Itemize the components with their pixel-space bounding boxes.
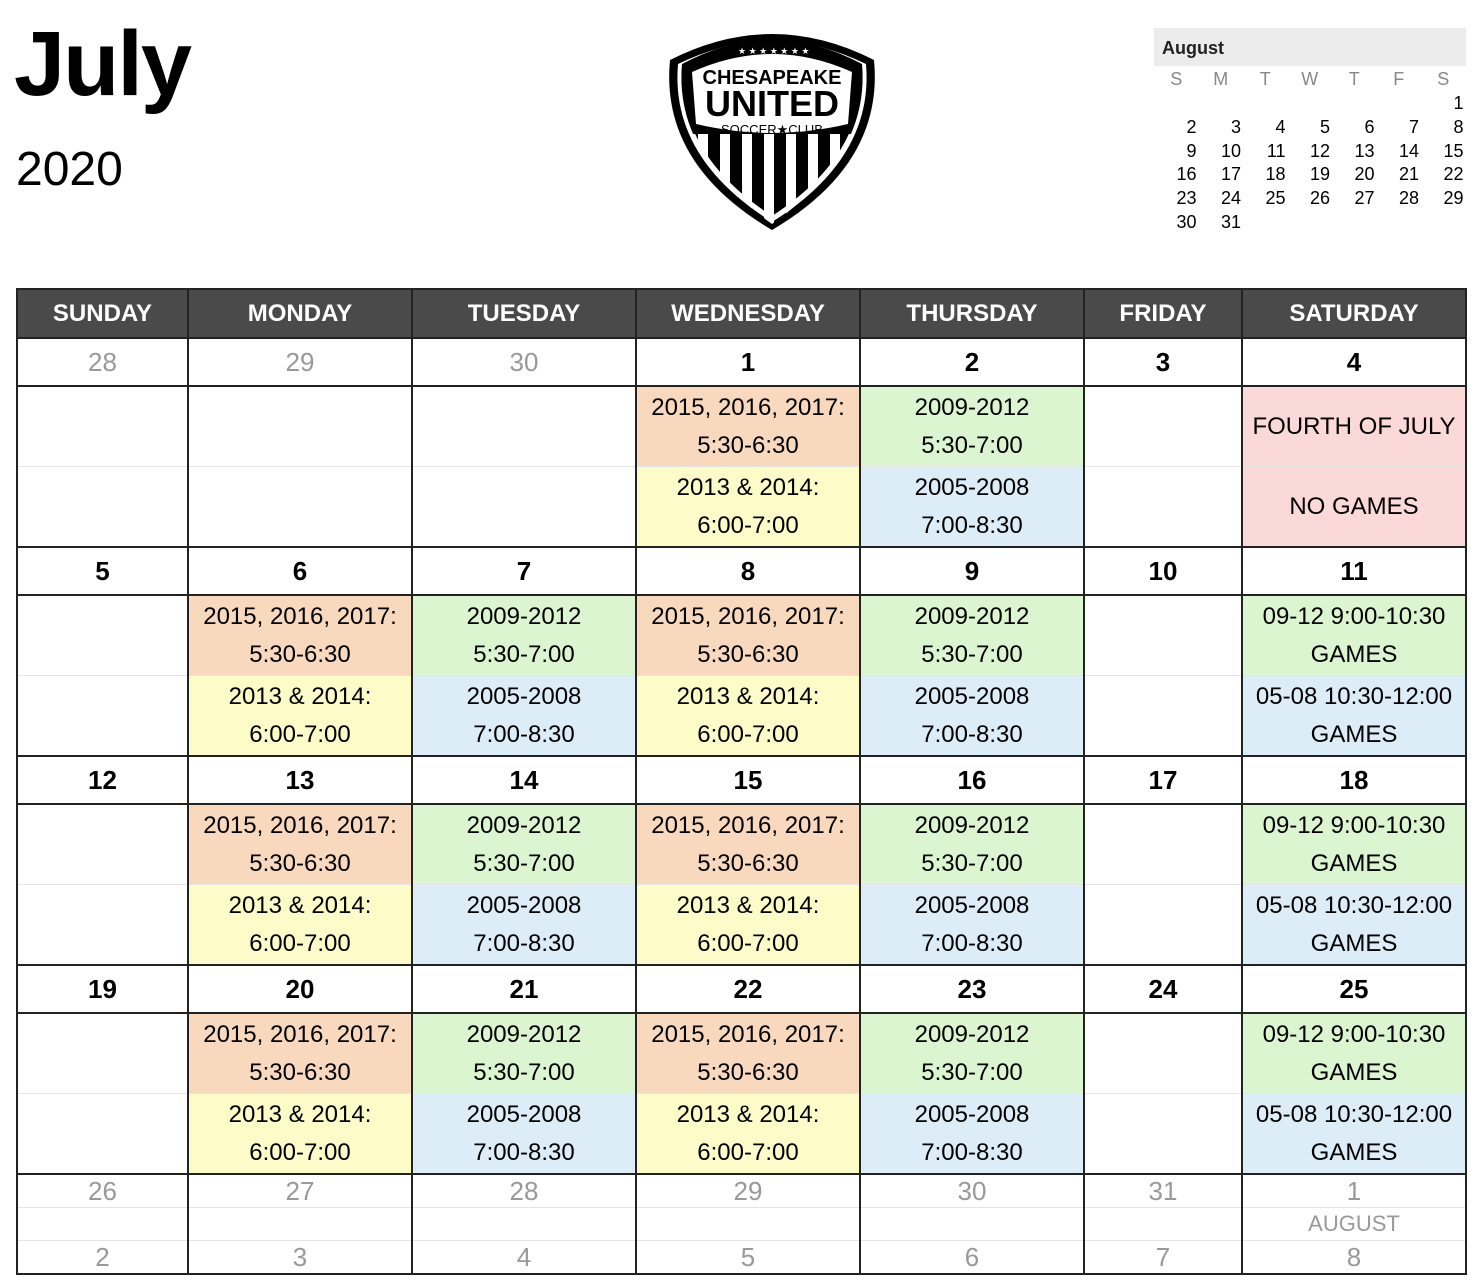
mini-day: 30 (1176, 211, 1197, 232)
weekday-header-tuesday: TUESDAY (412, 289, 636, 338)
day-number: 10 (1084, 547, 1242, 595)
trailing-row (17, 1241, 1466, 1275)
mini-day (1377, 92, 1422, 116)
empty-cell (17, 885, 188, 966)
day-number: 15 (636, 756, 860, 804)
event-text: 2015, 2016, 2017: 5:30-6:30 (203, 1020, 397, 1086)
mini-calendar-august (1154, 28, 1466, 235)
event-row (17, 1094, 1466, 1175)
event-cell (188, 804, 412, 885)
muted-day-number: 1 (1242, 1174, 1466, 1208)
event-text: 09-12 9:00-10:30 GAMES (1262, 602, 1446, 668)
mini-day: 19 (1309, 164, 1330, 185)
event-cell (860, 1094, 1084, 1175)
mini-day (1199, 92, 1244, 116)
day-number: 6 (188, 547, 412, 595)
empty-cell (1084, 1094, 1242, 1175)
day-number: 12 (17, 756, 188, 804)
day-number: 20 (188, 965, 412, 1013)
empty-cell (1084, 595, 1242, 676)
date-row (17, 965, 1466, 1013)
event-cell (188, 676, 412, 757)
event-text: 05-08 10:30-12:00 GAMES (1255, 1100, 1453, 1166)
day-number: 8 (636, 547, 860, 595)
mini-day: 3 (1230, 116, 1241, 137)
weekday-header-monday: MONDAY (188, 289, 412, 338)
trailing-row (17, 1174, 1466, 1208)
logo-line1: CHESAPEAKE (702, 67, 842, 89)
mini-day (1288, 92, 1333, 116)
muted-day-number: 29 (636, 1174, 860, 1208)
day-number: 17 (1084, 756, 1242, 804)
empty-cell (17, 804, 188, 885)
event-text: 2015, 2016, 2017: 5:30-6:30 (203, 602, 397, 668)
mini-day (1154, 92, 1199, 116)
mini-day: 18 (1265, 164, 1286, 185)
day-number: 24 (1084, 965, 1242, 1013)
date-row (17, 547, 1466, 595)
mini-day: 25 (1265, 188, 1286, 209)
event-cell (1242, 885, 1466, 966)
empty-cell (412, 386, 636, 467)
event-cell (636, 467, 860, 548)
mini-day: 1 (1453, 93, 1464, 113)
empty-cell (17, 595, 188, 676)
mini-day: 10 (1220, 140, 1241, 161)
weekday-header-thursday: THURSDAY (860, 289, 1084, 338)
event-text: 2005-2008 7:00-8:30 (466, 682, 582, 748)
event-cell (860, 804, 1084, 885)
event-row (17, 1013, 1466, 1094)
muted-day-number: 8 (1242, 1241, 1466, 1275)
mini-weekday: T (1259, 68, 1271, 89)
empty-cell (17, 676, 188, 757)
mini-day: 29 (1443, 188, 1464, 209)
mini-day (1332, 92, 1377, 116)
day-number: 21 (412, 965, 636, 1013)
mini-day: 24 (1220, 188, 1241, 209)
event-cell (636, 804, 860, 885)
event-cell (412, 676, 636, 757)
mini-day (1243, 211, 1288, 235)
event-text: 2005-2008 7:00-8:30 (914, 1100, 1030, 1166)
next-month-label (636, 1208, 860, 1241)
mini-calendar-title: August (1154, 28, 1466, 66)
mini-day (1377, 211, 1422, 235)
mini-day: 6 (1364, 116, 1375, 137)
event-cell (860, 386, 1084, 467)
muted-day-number: 28 (412, 1174, 636, 1208)
event-text: 2005-2008 7:00-8:30 (914, 891, 1030, 957)
event-cell (636, 1094, 860, 1175)
logo-line2: UNITED (705, 83, 839, 124)
mini-day: 5 (1319, 116, 1330, 137)
mini-weekday: S (1170, 68, 1183, 89)
svg-text:★ ★ ★ ★ ★ ★ ★: ★ ★ ★ ★ ★ ★ ★ (738, 46, 810, 56)
empty-cell (17, 386, 188, 467)
muted-day-number: 26 (17, 1174, 188, 1208)
empty-cell (1084, 804, 1242, 885)
empty-cell (17, 1013, 188, 1094)
event-text: 05-08 10:30-12:00 GAMES (1255, 682, 1453, 748)
mini-day: 31 (1220, 211, 1241, 232)
mini-calendar-weekdays (1154, 66, 1466, 92)
event-cell (1242, 804, 1466, 885)
event-row (17, 595, 1466, 676)
event-text: 2015, 2016, 2017: 5:30-6:30 (203, 811, 397, 877)
day-number: 28 (17, 338, 188, 386)
mini-day: 15 (1443, 140, 1464, 161)
event-text: 05-08 10:30-12:00 GAMES (1255, 891, 1453, 957)
next-month-label (188, 1208, 412, 1241)
empty-cell (1084, 885, 1242, 966)
event-text: 2015, 2016, 2017: 5:30-6:30 (651, 602, 845, 668)
next-month-label (860, 1208, 1084, 1241)
mini-day: 23 (1176, 188, 1197, 209)
month-title: July (14, 13, 191, 115)
year-label: 2020 (16, 143, 123, 196)
muted-day-number: 5 (636, 1241, 860, 1275)
mini-day: 2 (1186, 116, 1197, 137)
event-row (17, 676, 1466, 757)
event-text: 2009-2012 5:30-7:00 (466, 1020, 582, 1086)
mini-day: 8 (1453, 116, 1464, 137)
mini-weekday: M (1213, 68, 1229, 89)
day-number: 3 (1084, 338, 1242, 386)
mini-day: 4 (1275, 116, 1286, 137)
club-logo (662, 24, 882, 232)
day-number: 5 (17, 547, 188, 595)
empty-cell (1084, 1013, 1242, 1094)
mini-day (1332, 211, 1377, 235)
event-cell (636, 595, 860, 676)
muted-day-number: 3 (188, 1241, 412, 1275)
logo-line3: SOCCER★CLUB (721, 122, 823, 137)
mini-day: 7 (1408, 116, 1419, 137)
event-cell (860, 676, 1084, 757)
day-number: 23 (860, 965, 1084, 1013)
event-cell (636, 885, 860, 966)
next-month-label (17, 1208, 188, 1241)
mini-day: 11 (1266, 140, 1286, 161)
event-row (17, 467, 1466, 548)
event-text: 09-12 9:00-10:30 GAMES (1262, 1020, 1446, 1086)
day-number: 9 (860, 547, 1084, 595)
day-number: 7 (412, 547, 636, 595)
mini-day: 9 (1186, 140, 1197, 161)
event-cell (412, 1013, 636, 1094)
event-cell (188, 1094, 412, 1175)
event-cell (1242, 1013, 1466, 1094)
event-text: 2013 & 2014: 6:00-7:00 (228, 891, 372, 957)
event-text: 2009-2012 5:30-7:00 (466, 602, 582, 668)
date-row (17, 338, 1466, 386)
event-row (17, 804, 1466, 885)
event-text: 2015, 2016, 2017: 5:30-6:30 (651, 393, 845, 459)
event-text: 2013 & 2014: 6:00-7:00 (676, 682, 820, 748)
muted-day-number: 4 (412, 1241, 636, 1275)
mini-day (1243, 92, 1288, 116)
event-cell (188, 885, 412, 966)
mini-day (1288, 211, 1333, 235)
event-text: 2013 & 2014: 6:00-7:00 (676, 473, 820, 539)
next-month-label (412, 1208, 636, 1241)
empty-cell (1084, 386, 1242, 467)
event-text: 2005-2008 7:00-8:30 (914, 682, 1030, 748)
event-cell (1242, 467, 1466, 548)
day-number: 30 (412, 338, 636, 386)
event-text: 09-12 9:00-10:30 GAMES (1262, 811, 1446, 877)
day-number: 29 (188, 338, 412, 386)
empty-cell (1084, 467, 1242, 548)
event-text: FOURTH OF JULY (1252, 412, 1456, 440)
event-text: 2005-2008 7:00-8:30 (466, 891, 582, 957)
event-cell (412, 885, 636, 966)
event-cell (1242, 676, 1466, 757)
event-cell (636, 676, 860, 757)
empty-cell (1084, 676, 1242, 757)
mini-weekday: W (1301, 68, 1319, 89)
event-text: 2009-2012 5:30-7:00 (914, 1020, 1030, 1086)
event-row (17, 386, 1466, 467)
muted-day-number: 30 (860, 1174, 1084, 1208)
day-number: 2 (860, 338, 1084, 386)
event-text: 2005-2008 7:00-8:30 (466, 1100, 582, 1166)
event-cell (412, 804, 636, 885)
event-text: 2009-2012 5:30-7:00 (914, 602, 1030, 668)
event-cell (860, 885, 1084, 966)
day-number: 4 (1242, 338, 1466, 386)
mini-day: 26 (1309, 188, 1330, 209)
event-cell (636, 386, 860, 467)
day-number: 14 (412, 756, 636, 804)
trailing-row (17, 1208, 1466, 1241)
event-text: 2009-2012 5:30-7:00 (914, 393, 1030, 459)
muted-day-number: 7 (1084, 1241, 1242, 1275)
event-cell (860, 467, 1084, 548)
mini-day: 28 (1398, 188, 1419, 209)
mini-calendar-grid (1154, 92, 1466, 235)
mini-weekday: T (1348, 68, 1360, 89)
mini-day: 12 (1309, 140, 1330, 161)
mini-day: 14 (1398, 140, 1419, 161)
event-text: 2009-2012 5:30-7:00 (466, 811, 582, 877)
event-text: 2009-2012 5:30-7:00 (914, 811, 1030, 877)
event-cell (1242, 386, 1466, 467)
date-row (17, 756, 1466, 804)
event-cell (1242, 1094, 1466, 1175)
day-number: 18 (1242, 756, 1466, 804)
event-cell (412, 1094, 636, 1175)
day-number: 13 (188, 756, 412, 804)
muted-day-number: 27 (188, 1174, 412, 1208)
weekday-header-sunday: SUNDAY (17, 289, 188, 338)
event-text: 2005-2008 7:00-8:30 (914, 473, 1030, 539)
july-calendar-grid (16, 288, 1467, 1275)
empty-cell (188, 467, 412, 548)
weekday-header-saturday: SATURDAY (1242, 289, 1466, 338)
event-cell (188, 1013, 412, 1094)
mini-weekday: S (1437, 68, 1450, 89)
event-text: 2013 & 2014: 6:00-7:00 (228, 1100, 372, 1166)
empty-cell (188, 386, 412, 467)
mini-day: 27 (1354, 188, 1375, 209)
mini-day: 17 (1220, 164, 1241, 185)
event-text: NO GAMES (1289, 492, 1419, 520)
weekday-header-wednesday: WEDNESDAY (636, 289, 860, 338)
mini-day: 22 (1443, 164, 1464, 185)
mini-weekday: F (1393, 68, 1405, 89)
day-number: 11 (1242, 547, 1466, 595)
day-number: 19 (17, 965, 188, 1013)
empty-cell (17, 467, 188, 548)
event-cell (412, 595, 636, 676)
event-text: 2015, 2016, 2017: 5:30-6:30 (651, 1020, 845, 1086)
day-number: 22 (636, 965, 860, 1013)
event-text: 2013 & 2014: 6:00-7:00 (676, 1100, 820, 1166)
event-cell (860, 1013, 1084, 1094)
event-cell (636, 1013, 860, 1094)
muted-day-number: 31 (1084, 1174, 1242, 1208)
day-number: 25 (1242, 965, 1466, 1013)
event-text: 2013 & 2014: 6:00-7:00 (676, 891, 820, 957)
muted-day-number: 2 (17, 1241, 188, 1275)
event-cell (188, 595, 412, 676)
event-row (17, 885, 1466, 966)
muted-day-number: 6 (860, 1241, 1084, 1275)
event-cell (860, 595, 1084, 676)
event-cell (1242, 595, 1466, 676)
mini-day: 16 (1176, 164, 1197, 185)
next-month-label (1084, 1208, 1242, 1241)
empty-cell (412, 467, 636, 548)
next-month-label: AUGUST (1242, 1208, 1466, 1241)
empty-cell (17, 1094, 188, 1175)
event-text: 2015, 2016, 2017: 5:30-6:30 (651, 811, 845, 877)
weekday-header-friday: FRIDAY (1084, 289, 1242, 338)
day-number: 1 (636, 338, 860, 386)
event-text: 2013 & 2014: 6:00-7:00 (228, 682, 372, 748)
mini-day: 20 (1354, 164, 1375, 185)
mini-day: 21 (1398, 164, 1419, 185)
day-number: 16 (860, 756, 1084, 804)
mini-day (1421, 211, 1466, 235)
weekday-header-row (17, 289, 1466, 338)
mini-day: 13 (1354, 140, 1375, 161)
